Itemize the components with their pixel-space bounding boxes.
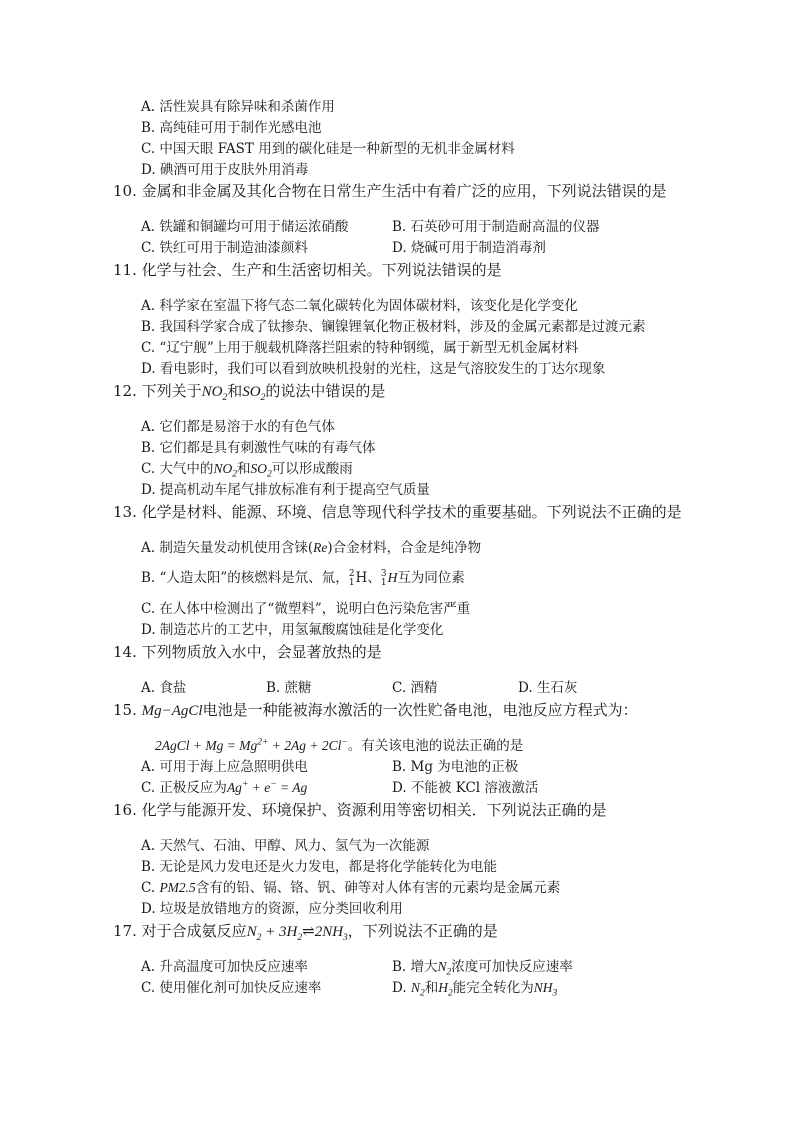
isotope-notation: 3 1	[380, 568, 387, 588]
q16-option-d: D. 垃圾是放错地方的资源，应分类回收利用	[141, 901, 403, 917]
question-12	[113, 381, 385, 402]
q13-option-b	[141, 568, 465, 588]
option-text: C. 大气中的	[141, 461, 214, 477]
option-text: B. 增大	[392, 959, 438, 975]
question-stem-part: ，下列说法不正确的是	[347, 922, 498, 940]
q17-option-c: C. 使用催化剂可加快反应速率	[141, 980, 322, 996]
q17-option-b	[392, 957, 573, 977]
question-stem-part: 下列关于	[141, 382, 202, 400]
q10-option-a: A. 铁罐和铜罐均可用于储运浓硝酸	[141, 219, 349, 235]
q13-option-d: D. 制造芯片的工艺中，用氢氟酸腐蚀硅是化学变化	[141, 622, 444, 638]
option-text: D.	[392, 980, 411, 996]
q9-option-c: C. 中国天眼 FAST 用到的碳化硅是一种新型的无机非金属材料	[141, 141, 515, 157]
question-stem: 金属和非金属及其化合物在日常生产生活中有着广泛的应用，下列说法错误的是	[141, 182, 667, 200]
q12-option-d: D. 提高机动车尾气排放标准有利于提高空气质量	[141, 482, 430, 498]
option-text: 含有的铅、镉、铬、钒、砷等对人体有害的元素均是金属元素	[195, 880, 561, 896]
q17-option-a: A. 升高温度可加快反应速率	[141, 959, 308, 975]
question-15	[113, 700, 638, 721]
formula-so2: $SO_2$	[250, 461, 272, 480]
q14-option-c: C. 酒精	[392, 680, 438, 696]
option-text: 和	[236, 461, 251, 477]
q12-option-b: B. 它们都是具有刺激性气味的有毒气体	[141, 440, 376, 456]
formula-no2: $NO_2$	[201, 384, 228, 403]
q12-option-c	[141, 459, 353, 479]
question-stem: 下列物质放入水中，会显著放热的是	[141, 643, 382, 661]
q17-option-d	[392, 978, 557, 998]
q11-option-c: C. “辽宁舰”上用于舰载机降落拦阻索的特种钢缆，属于新型无机金属材料	[141, 340, 579, 356]
formula-n2: $N_2$	[410, 980, 425, 999]
question-number: 11.	[113, 261, 137, 279]
question-16	[113, 800, 607, 820]
option-text: 能完全转化为	[452, 980, 534, 996]
q11-option-a: A. 科学家在室温下将气态二氧化碳转化为固体碳材料，该变化是化学变化	[141, 298, 578, 314]
option-text: )合金材料，合金是纯净物	[327, 540, 482, 556]
question-10	[113, 181, 667, 201]
question-stem: 化学与社会、生产和生活密切相关。下列说法错误的是	[141, 261, 502, 279]
option-text: 可以形成酸雨	[271, 461, 353, 477]
formula-nh3: $NH_3$	[533, 980, 558, 999]
q10-option-c: C. 铁红可用于制造油漆颜料	[141, 240, 308, 256]
option-text: H、	[355, 570, 381, 586]
ammonia-synthesis-equation: $N_2$ + $3H_2\rightleftharpoons 2NH_3$	[246, 924, 348, 943]
q15-option-c	[141, 778, 307, 798]
formula-so2: $SO_2$	[242, 384, 266, 403]
question-stem: 化学是材料、能源、环境、信息等现代科学技术的重要基础。下列说法不正确的是	[141, 503, 682, 521]
formula-n2: $N_2$	[437, 959, 452, 978]
question-number: 17.	[113, 922, 137, 940]
formula-h: H	[387, 570, 398, 585]
question-14	[113, 642, 382, 662]
q16-option-c	[141, 878, 560, 898]
question-stem: 化学与能源开发、环境保护、资源利用等密切相关．下列说法正确的是	[141, 801, 607, 819]
q15-option-b: B. Mg 为电池的正极	[392, 759, 519, 775]
question-stem-part: 的说法中错误的是	[265, 382, 386, 400]
option-text: 浓度可加快反应速率	[451, 959, 573, 975]
question-stem-part: 。有关该电池的说法正确的是	[347, 738, 524, 754]
question-number: 12.	[113, 382, 137, 400]
q13-option-c: C. 在人体中检测出了“微塑料”，说明白色污染危害严重	[141, 601, 471, 617]
q12-option-a: A. 它们都是易溶于水的有色气体	[141, 419, 335, 435]
option-text: C. 正极反应为	[141, 780, 227, 796]
q11-option-b: B. 我国科学家合成了钛掺杂、镧镍锂氧化物正极材料，涉及的金属元素都是过渡元素	[141, 319, 646, 335]
isotope-notation: 2 1	[348, 568, 355, 588]
q16-option-a: A. 天然气、石油、甲醇、风力、氢气为一次能源	[141, 838, 430, 854]
q15-option-d: D. 不能被 KCl 溶液激活	[392, 780, 539, 796]
option-text: A. 制造矢量发动机使用含铼(	[141, 540, 314, 556]
q9-option-d: D. 碘酒可用于皮肤外用消毒	[141, 162, 309, 178]
option-text: B. “人造太阳”的核燃料是氘、氚，	[141, 570, 349, 586]
question-stem: 电池是一种能被海水激活的一次性贮备电池，电池反应方程式为：	[202, 701, 638, 719]
question-number: 15.	[113, 701, 137, 719]
question-17	[113, 921, 498, 942]
battery-reaction-equation: 2AgCl + $Mg = Mg^{2+} + 2Ag + 2Cl^-$	[155, 737, 348, 753]
formula-pm25: PM2.5	[159, 880, 196, 895]
q13-option-a	[141, 538, 481, 558]
question-number: 14.	[113, 643, 137, 661]
question-number: 16.	[113, 801, 137, 819]
q10-option-b: B. 石英砂可用于制造耐高温的仪器	[392, 219, 600, 235]
q14-option-b: B. 蔗糖	[266, 680, 312, 696]
option-text: 互为同位素	[397, 570, 465, 586]
q9-option-a: A. 活性炭具有除异味和杀菌作用	[141, 99, 335, 115]
formula-no2: $NO_2$	[213, 461, 237, 480]
formula-mg-agcl: Mg−AgCl	[141, 703, 203, 719]
q11-option-d: D. 看电影时，我们可以看到放映机投射的光柱，这是气溶胶发生的丁达尔现象	[141, 361, 606, 377]
formula-re: Re	[313, 540, 328, 555]
q9-option-b: B. 高纯硅可用于制作光感电池	[141, 120, 322, 136]
option-text: 和	[424, 980, 439, 996]
question-number: 10.	[113, 182, 137, 200]
q10-option-d: D. 烧碱可用于制造消毒剂	[392, 240, 546, 256]
option-text: C.	[141, 880, 160, 896]
electrode-reaction: Ag+ + e− = Ag	[226, 779, 308, 795]
q15-option-a: A. 可用于海上应急照明供电	[141, 759, 308, 775]
q16-option-b: B. 无论是风力发电还是火力发电，都是将化学能转化为电能	[141, 859, 498, 875]
question-number: 13.	[113, 503, 137, 521]
formula-h2: $H_2$	[438, 980, 453, 999]
question-11	[113, 260, 502, 280]
q14-option-a: A. 食盐	[141, 680, 187, 696]
q14-option-d: D. 生石灰	[518, 680, 578, 696]
question-stem-part: 和	[227, 382, 243, 400]
question-13	[113, 502, 682, 522]
q15-equation-line	[155, 736, 523, 756]
question-stem-part: 对于合成氨反应	[141, 922, 247, 940]
